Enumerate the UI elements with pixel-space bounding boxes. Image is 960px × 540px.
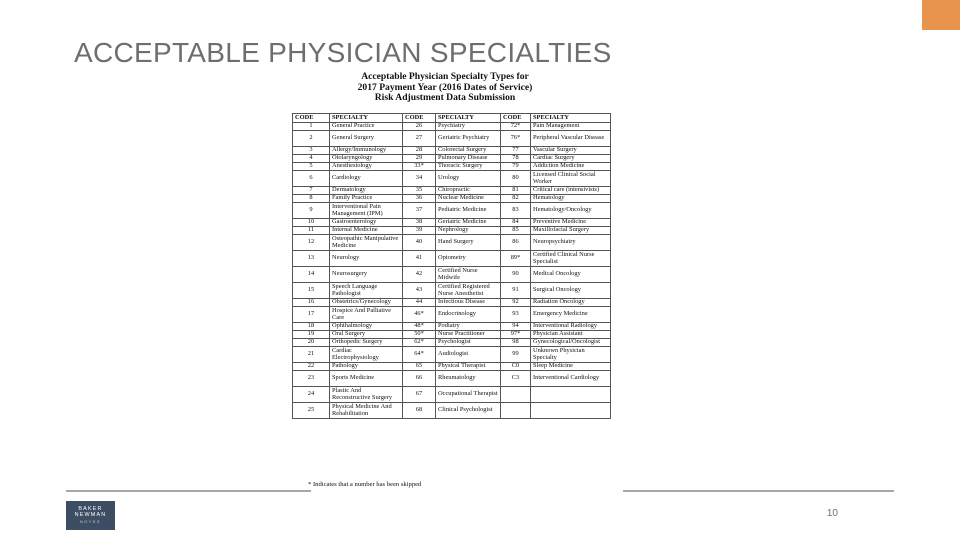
- code-cell: 21: [293, 347, 330, 363]
- specialty-cell: Nephrology: [436, 227, 501, 235]
- specialty-cell: Peripheral Vascular Disease: [531, 131, 611, 147]
- table-row: [293, 307, 611, 323]
- specialty-cell: Hospice And Palliative Care: [330, 307, 403, 323]
- code-cell: 78: [501, 155, 531, 163]
- code-cell: 81: [501, 187, 531, 195]
- code-cell: 34: [403, 171, 436, 187]
- code-cell: 11: [293, 227, 330, 235]
- code-cell: 42: [403, 267, 436, 283]
- company-logo: [66, 501, 115, 530]
- table-row: [293, 227, 611, 235]
- specialty-cell: Interventional Pain Management (IPM): [330, 203, 403, 219]
- table-body: [293, 123, 611, 419]
- code-cell: 72*: [501, 123, 531, 131]
- code-cell: 79: [501, 163, 531, 171]
- specialty-cell: Speech Language Pathologist: [330, 283, 403, 299]
- page-number: 10: [826, 508, 838, 519]
- code-cell: 41: [403, 251, 436, 267]
- specialty-cell: Obstetrics/Gynecology: [330, 299, 403, 307]
- code-cell: [501, 403, 531, 419]
- heading-line-3: Risk Adjustment Data Submission: [374, 92, 516, 104]
- specialty-cell: Physician Assistant: [531, 331, 611, 339]
- specialty-cell: Osteopathic Manipulative Medicine: [330, 235, 403, 251]
- specialty-cell: Hand Surgery: [436, 235, 501, 251]
- table-row: [293, 131, 611, 147]
- specialty-cell: Geriatric Medicine: [436, 219, 501, 227]
- code-cell: 94: [501, 323, 531, 331]
- specialty-cell: Occupational Therapist: [436, 387, 501, 403]
- specialty-cell: Geriatric Psychiatry: [436, 131, 501, 147]
- code-cell: 15: [293, 283, 330, 299]
- specialty-cell: Cardiology: [330, 171, 403, 187]
- specialty-cell: Internal Medicine: [330, 227, 403, 235]
- code-cell: 64*: [403, 347, 436, 363]
- specialty-cell: Vascular Surgery: [531, 147, 611, 155]
- code-cell: 67: [403, 387, 436, 403]
- specialty-cell: Nuclear Medicine: [436, 195, 501, 203]
- logo-line-3: NOYES: [79, 518, 101, 524]
- specialty-cell: Ophthalmology: [330, 323, 403, 331]
- logo-line-1: BAKER: [78, 505, 103, 512]
- code-cell: 24: [293, 387, 330, 403]
- code-cell: C0: [501, 363, 531, 371]
- code-cell: 68: [403, 403, 436, 419]
- code-cell: 48*: [403, 323, 436, 331]
- specialty-cell: Cardiac Surgery: [531, 155, 611, 163]
- table-row: [293, 403, 611, 419]
- code-cell: 14: [293, 267, 330, 283]
- code-cell: 86: [501, 235, 531, 251]
- specialty-cell: Preventive Medicine: [531, 219, 611, 227]
- specialty-cell: Allergy/Immunology: [330, 147, 403, 155]
- specialty-cell: Hematology/Oncology: [531, 203, 611, 219]
- specialty-document: [292, 71, 612, 417]
- code-cell: 36: [403, 195, 436, 203]
- specialty-cell: Pulmonary Disease: [436, 155, 501, 163]
- code-cell: 99: [501, 347, 531, 363]
- table-row: [293, 283, 611, 299]
- specialty-cell: Plastic And Reconstructive Surgery: [330, 387, 403, 403]
- code-cell: 85: [501, 227, 531, 235]
- code-cell: 39: [403, 227, 436, 235]
- heading-line-1: Acceptable Physician Specialty Types for: [361, 71, 529, 82]
- specialty-cell: General Practice: [330, 123, 403, 131]
- code-cell: 3: [293, 147, 330, 155]
- code-cell: 90: [501, 267, 531, 283]
- specialty-cell: Hematology: [531, 195, 611, 203]
- column-header: SPECIALTY: [330, 114, 403, 123]
- logo-line-2: NEWMAN: [74, 512, 107, 519]
- code-cell: 77: [501, 147, 531, 155]
- specialty-cell: Certified Clinical Nurse Specialist: [531, 251, 611, 267]
- specialty-cell: Psychologist: [436, 339, 501, 347]
- specialty-cell: Family Practice: [330, 195, 403, 203]
- table-row: [293, 363, 611, 371]
- column-header: SPECIALTY: [531, 114, 611, 123]
- code-cell: 5: [293, 163, 330, 171]
- specialty-cell: Orthopedic Surgery: [330, 339, 403, 347]
- specialty-cell: Surgical Oncology: [531, 283, 611, 299]
- specialty-cell: Oral Surgery: [330, 331, 403, 339]
- code-cell: 89*: [501, 251, 531, 267]
- specialty-cell: Thoracic Surgery: [436, 163, 501, 171]
- specialty-cell: Maxillofacial Surgery: [531, 227, 611, 235]
- code-cell: 91: [501, 283, 531, 299]
- table-row: [293, 299, 611, 307]
- specialty-cell: Unknown Physician Specialty: [531, 347, 611, 363]
- code-cell: [501, 387, 531, 403]
- table-row: [293, 371, 611, 387]
- code-cell: 83: [501, 203, 531, 219]
- code-cell: 84: [501, 219, 531, 227]
- specialty-cell: Certified Registered Nurse Anesthetist: [436, 283, 501, 299]
- specialty-cell: Interventional Radiology: [531, 323, 611, 331]
- code-cell: 16: [293, 299, 330, 307]
- specialty-cell: Interventional Cardiology: [531, 371, 611, 387]
- column-header: SPECIALTY: [436, 114, 501, 123]
- specialty-cell: Otolaryngology: [330, 155, 403, 163]
- specialty-cell: Urology: [436, 171, 501, 187]
- specialty-cell: Rheumatology: [436, 371, 501, 387]
- code-cell: 76*: [501, 131, 531, 147]
- code-cell: 92: [501, 299, 531, 307]
- code-cell: 98: [501, 339, 531, 347]
- code-cell: 19: [293, 331, 330, 339]
- table-row: [293, 235, 611, 251]
- table-row: [293, 203, 611, 219]
- specialty-cell: Sleep Medicine: [531, 363, 611, 371]
- code-cell: 43: [403, 283, 436, 299]
- column-header: CODE: [501, 114, 531, 123]
- specialty-cell: Addiction Medicine: [531, 163, 611, 171]
- code-cell: C3: [501, 371, 531, 387]
- specialty-cell: Sports Medicine: [330, 371, 403, 387]
- specialty-cell: Pediatric Medicine: [436, 203, 501, 219]
- table-row: [293, 251, 611, 267]
- specialty-cell: Licensed Clinical Social Worker: [531, 171, 611, 187]
- specialty-cell: Radiation Oncology: [531, 299, 611, 307]
- code-cell: 65: [403, 363, 436, 371]
- footer-rule-right: [623, 490, 894, 492]
- specialty-cell: Clinical Psychologist: [436, 403, 501, 419]
- table-row: [293, 195, 611, 203]
- code-cell: 23: [293, 371, 330, 387]
- specialty-cell: Medical Oncology: [531, 267, 611, 283]
- code-cell: 37: [403, 203, 436, 219]
- code-cell: 2: [293, 131, 330, 147]
- code-cell: 26: [403, 123, 436, 131]
- specialty-cell: Anesthesiology: [330, 163, 403, 171]
- code-cell: 10: [293, 219, 330, 227]
- column-header: CODE: [293, 114, 330, 123]
- specialty-cell: Pathology: [330, 363, 403, 371]
- specialty-cell: Gastroenterology: [330, 219, 403, 227]
- specialty-cell: Pain Management: [531, 123, 611, 131]
- specialty-cell: Dermatology: [330, 187, 403, 195]
- specialty-cell: Physical Therapist: [436, 363, 501, 371]
- code-cell: 17: [293, 307, 330, 323]
- code-cell: 62*: [403, 339, 436, 347]
- code-cell: 20: [293, 339, 330, 347]
- code-cell: 18: [293, 323, 330, 331]
- table-row: [293, 387, 611, 403]
- specialty-cell: Neuropsychiatry: [531, 235, 611, 251]
- code-cell: 82: [501, 195, 531, 203]
- specialty-cell: [531, 387, 611, 403]
- specialty-cell: [531, 403, 611, 419]
- specialty-cell: Psychiatry: [436, 123, 501, 131]
- specialty-cell: Colorectal Surgery: [436, 147, 501, 155]
- specialty-cell: Nurse Practitioner: [436, 331, 501, 339]
- code-cell: 12: [293, 235, 330, 251]
- table-row: [293, 171, 611, 187]
- table-row: [293, 163, 611, 171]
- code-cell: 27: [403, 131, 436, 147]
- specialty-cell: Emergency Medicine: [531, 307, 611, 323]
- code-cell: 33*: [403, 163, 436, 171]
- footer-rule-left: [66, 490, 311, 492]
- specialty-cell: General Surgery: [330, 131, 403, 147]
- specialty-cell: Infectious Disease: [436, 299, 501, 307]
- specialty-cell: Podiatry: [436, 323, 501, 331]
- code-cell: 28: [403, 147, 436, 155]
- specialty-cell: Endocrinology: [436, 307, 501, 323]
- specialty-cell: Gynecological/Oncologist: [531, 339, 611, 347]
- specialty-cell: Physical Medicine And Rehabilitation: [330, 403, 403, 419]
- specialty-cell: Chiropractic: [436, 187, 501, 195]
- code-cell: 97*: [501, 331, 531, 339]
- code-cell: 40: [403, 235, 436, 251]
- code-cell: 44: [403, 299, 436, 307]
- column-header: CODE: [403, 114, 436, 123]
- specialty-cell: Audiologist: [436, 347, 501, 363]
- code-cell: 8: [293, 195, 330, 203]
- slide-title: ACCEPTABLE PHYSICIAN SPECIALTIES: [74, 37, 612, 68]
- code-cell: 25: [293, 403, 330, 419]
- code-cell: 93: [501, 307, 531, 323]
- code-cell: 35: [403, 187, 436, 195]
- code-cell: 13: [293, 251, 330, 267]
- specialty-cell: Certified Nurse Midwife: [436, 267, 501, 283]
- heading-line-2: 2017 Payment Year (2016 Dates of Service): [357, 81, 533, 93]
- table-row: [293, 339, 611, 347]
- specialty-cell: Neurology: [330, 251, 403, 267]
- specialty-cell: Optometry: [436, 251, 501, 267]
- code-cell: 6: [293, 171, 330, 187]
- table-row: [293, 123, 611, 131]
- specialty-table: [292, 113, 611, 419]
- code-cell: 9: [293, 203, 330, 219]
- document-heading: [278, 72, 612, 104]
- specialty-cell: Cardiac Electrophysiology: [330, 347, 403, 363]
- footnote: * Indicates that a number has been skipped: [308, 481, 422, 488]
- code-cell: 38: [403, 219, 436, 227]
- code-cell: 50*: [403, 331, 436, 339]
- code-cell: 4: [293, 155, 330, 163]
- code-cell: 22: [293, 363, 330, 371]
- table-row: [293, 267, 611, 283]
- code-cell: 29: [403, 155, 436, 163]
- code-cell: 80: [501, 171, 531, 187]
- table-row: [293, 347, 611, 363]
- specialty-cell: Critical care (intensivists): [531, 187, 611, 195]
- code-cell: 7: [293, 187, 330, 195]
- code-cell: 66: [403, 371, 436, 387]
- code-cell: 46*: [403, 307, 436, 323]
- specialty-cell: Neurosurgery: [330, 267, 403, 283]
- corner-accent: [922, 0, 960, 30]
- code-cell: 1: [293, 123, 330, 131]
